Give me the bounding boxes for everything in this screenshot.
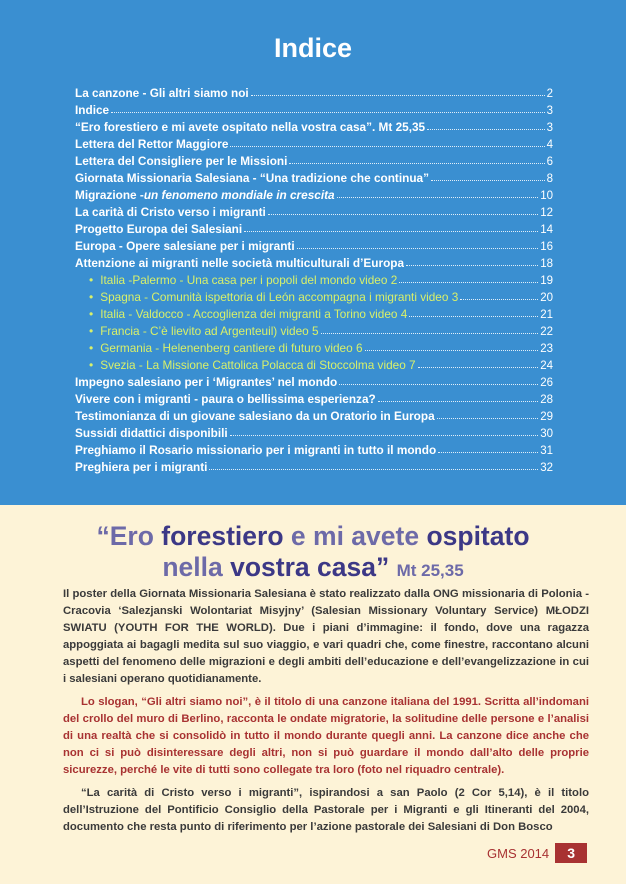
toc-page-number: 18: [540, 258, 553, 270]
toc-entry[interactable]: [75, 440, 553, 457]
bullet-icon: •: [89, 324, 94, 338]
toc-page-number: 10: [540, 190, 553, 202]
toc-leader-dots: [339, 383, 538, 385]
toc-leader-dots: [399, 281, 538, 283]
toc-label: Spagna - Comunità ispettoria di León accompagna i migranti video 3: [100, 290, 459, 304]
toc-leader-dots: [289, 162, 544, 164]
toc-label: Italia -Palermo - Una casa per i popoli del mondo video 2: [100, 273, 398, 287]
toc-leader-dots: [365, 349, 539, 351]
toc-leader-dots: [437, 417, 539, 419]
toc-leader-dots: [111, 111, 545, 113]
toc-entry[interactable]: [75, 389, 553, 406]
toc-label: Testimonianza di un giovane salesiano da un Oratorio in Europa: [75, 409, 435, 423]
toc-leader-dots: [418, 366, 539, 368]
heading-word: e mi avete: [290, 521, 420, 551]
toc-label: Lettera del Consigliere per le Missioni: [75, 154, 288, 168]
toc-label: “Ero forestiero e mi avete ospitato nella vostra casa”. Mt 25,35: [75, 120, 426, 134]
paragraph-carita: “La carità di Cristo verso i migranti”, ispirandosi a san Paolo (2 Cor 5,14), è il titolo dell’Istruzione del Pontificio Consiglio della Pastorale per i Migranti e gli Itineranti del 2004, documento che resta punto di riferimento per l’azione pastorale dei Salesiani di Don Bosco: [63, 787, 589, 833]
toc-label: Sussidi didattici disponibili: [75, 426, 228, 440]
toc-page-number: 26: [540, 377, 553, 389]
toc-entry[interactable]: [75, 117, 553, 134]
toc-leader-dots: [268, 213, 538, 215]
toc-entry[interactable]: [75, 83, 553, 100]
toc-leader-dots: [251, 94, 545, 96]
heading-reference: Mt 25,35: [396, 561, 464, 580]
toc-label: Germania - Helenenberg cantiere di futuro video 6: [100, 341, 363, 355]
heading-word: nella: [162, 552, 223, 582]
toc-label: Preghiera per i migranti: [75, 460, 208, 474]
toc-page-number: 4: [546, 139, 553, 151]
toc-page-number: 24: [540, 360, 553, 372]
toc-label: Svezia - La Missione Cattolica Polacca di Stoccolma video 7: [100, 358, 416, 372]
toc-label: Preghiamo il Rosario missionario per i migranti in tutto il mondo: [75, 443, 437, 457]
toc-entry[interactable]: [75, 134, 553, 151]
toc-subentry[interactable]: [75, 338, 553, 355]
toc-page-number: 21: [540, 309, 553, 321]
magazine-name: GMS 2014: [487, 845, 550, 861]
toc-page-number: 14: [540, 224, 553, 236]
page-footer: [487, 843, 587, 863]
toc-entry[interactable]: [75, 236, 553, 253]
toc-label: Vivere con i migranti - paura o bellissima esperienza?: [75, 392, 376, 406]
toc-page-number: 3: [546, 105, 553, 117]
toc-label: Progetto Europa dei Salesiani: [75, 222, 243, 236]
toc-leader-dots: [406, 264, 538, 266]
toc-leader-dots: [209, 468, 538, 470]
toc-label: Impegno salesiano per i ‘Migrantes’ nel mondo: [75, 375, 338, 389]
toc-entry[interactable]: [75, 253, 553, 270]
toc-page-number: 12: [540, 207, 553, 219]
heading-word: vostra casa”: [230, 552, 390, 582]
toc-subentry[interactable]: [75, 287, 553, 304]
toc-page-number: 31: [540, 445, 553, 457]
toc-entry[interactable]: [75, 202, 553, 219]
paragraph-poster: Il poster della Giornata Missionaria Salesiana è stato realizzato dalla ONG missionaria di Polonia - Cracovia ‘Salezjanski Wolontariat Misyjny’ (Salesian Missionary Voluntary Service) MŁODZI SWIATU (YOUTH FOR THE WORLD). Due i piani d’immagine: il fondo, dove una ragazza appoggiata ai bagagli medita sul suo viaggio, e vari quadri che, come finestre, raccontano alcuni aspetti del fenomeno delle migrazioni e degli ambiti dell’educazione e dell’evangelizzazione in cui i salesiani operano quotidianamente.: [63, 588, 589, 685]
toc-entry[interactable]: [75, 406, 553, 423]
toc-leader-dots: [438, 451, 538, 453]
toc-page-number: 22: [540, 326, 553, 338]
toc-leader-dots: [230, 434, 538, 436]
toc-page-number: 20: [540, 292, 553, 304]
toc-subentry[interactable]: [75, 304, 553, 321]
heading-word: “Ero: [96, 521, 154, 551]
bullet-icon: •: [89, 290, 94, 304]
toc-leader-dots: [297, 247, 539, 249]
toc-leader-dots: [431, 179, 545, 181]
toc-label: Europa - Opere salesiane per i migranti: [75, 239, 295, 253]
toc-page-number: 30: [540, 428, 553, 440]
toc-label: Francia - C’è lievito ad Argenteuil) video 5: [100, 324, 319, 338]
toc-page-number: 28: [540, 394, 553, 406]
toc-label: La carità di Cristo verso i migranti: [75, 205, 266, 219]
heading-word: ospitato: [426, 521, 530, 551]
bullet-icon: •: [89, 358, 94, 372]
toc-label: Italia - Valdocco - Accoglienza dei migranti a Torino video 4: [100, 307, 408, 321]
toc-label: Migrazione -: [75, 188, 144, 202]
table-of-contents: [75, 83, 553, 474]
toc-label: Giornata Missionaria Salesiana - “Una tradizione che continua”: [75, 171, 429, 185]
toc-page-number: 32: [540, 462, 553, 474]
toc-entry[interactable]: [75, 372, 553, 389]
toc-label: Attenzione ai migranti nelle società multiculturali d’Europa: [75, 256, 405, 270]
toc-entry[interactable]: [75, 423, 553, 440]
toc-entry[interactable]: [75, 185, 553, 202]
toc-entry[interactable]: [75, 100, 553, 117]
bullet-icon: •: [89, 341, 94, 355]
toc-page-number: 19: [540, 275, 553, 287]
toc-entry[interactable]: [75, 168, 553, 185]
toc-leader-dots: [427, 128, 544, 130]
toc-subentry[interactable]: [75, 270, 553, 287]
toc-page-number: 6: [546, 156, 553, 168]
toc-page-number: 3: [546, 122, 553, 134]
toc-leader-dots: [321, 332, 539, 334]
toc-page-number: 23: [540, 343, 553, 355]
toc-label: Indice: [75, 103, 110, 117]
toc-leader-dots: [409, 315, 538, 317]
toc-entry[interactable]: [75, 457, 553, 474]
toc-leader-dots: [337, 196, 539, 198]
toc-leader-dots: [230, 145, 544, 147]
section-heading: [0, 521, 626, 586]
toc-label: Lettera del Rettor Maggiore: [75, 137, 229, 151]
toc-subentry[interactable]: [75, 321, 553, 338]
heading-word: forestiero: [161, 521, 284, 551]
toc-entry[interactable]: [75, 219, 553, 236]
toc-label: La canzone - Gli altri siamo noi: [75, 86, 249, 100]
toc-label-italic: un fenomeno mondiale in crescita: [143, 188, 335, 202]
toc-page-number: 2: [546, 88, 553, 100]
paragraph-slogan: Lo slogan, “Gli altri siamo noi”, è il titolo di una canzone italiana del 1991. Scritta all’indomani del crollo del muro di Berlino, racconta le ondate migratorie, la solitudine delle persone e l’analisi di una realtà che si consolidò in tutto il mondo durante quegli anni. La canzone dice anche che non ci si può disinteressare degli altri, non si può guardare il mondo dall’alto delle proprie sicurezze, perché le vite di tutti sono collegate tra loro (foto nel riquadro centrale).: [63, 696, 589, 776]
index-title: Indice: [273, 33, 353, 63]
toc-leader-dots: [378, 400, 538, 402]
article-body: [63, 586, 589, 842]
toc-page-number: 16: [540, 241, 553, 253]
toc-subentry[interactable]: [75, 355, 553, 372]
bullet-icon: •: [89, 307, 94, 321]
toc-leader-dots: [460, 298, 538, 300]
toc-page-number: 29: [540, 411, 553, 423]
toc-page-number: 8: [546, 173, 553, 185]
toc-leader-dots: [244, 230, 538, 232]
toc-entry[interactable]: [75, 151, 553, 168]
page-number: 3: [555, 843, 587, 863]
bullet-icon: •: [89, 273, 94, 287]
